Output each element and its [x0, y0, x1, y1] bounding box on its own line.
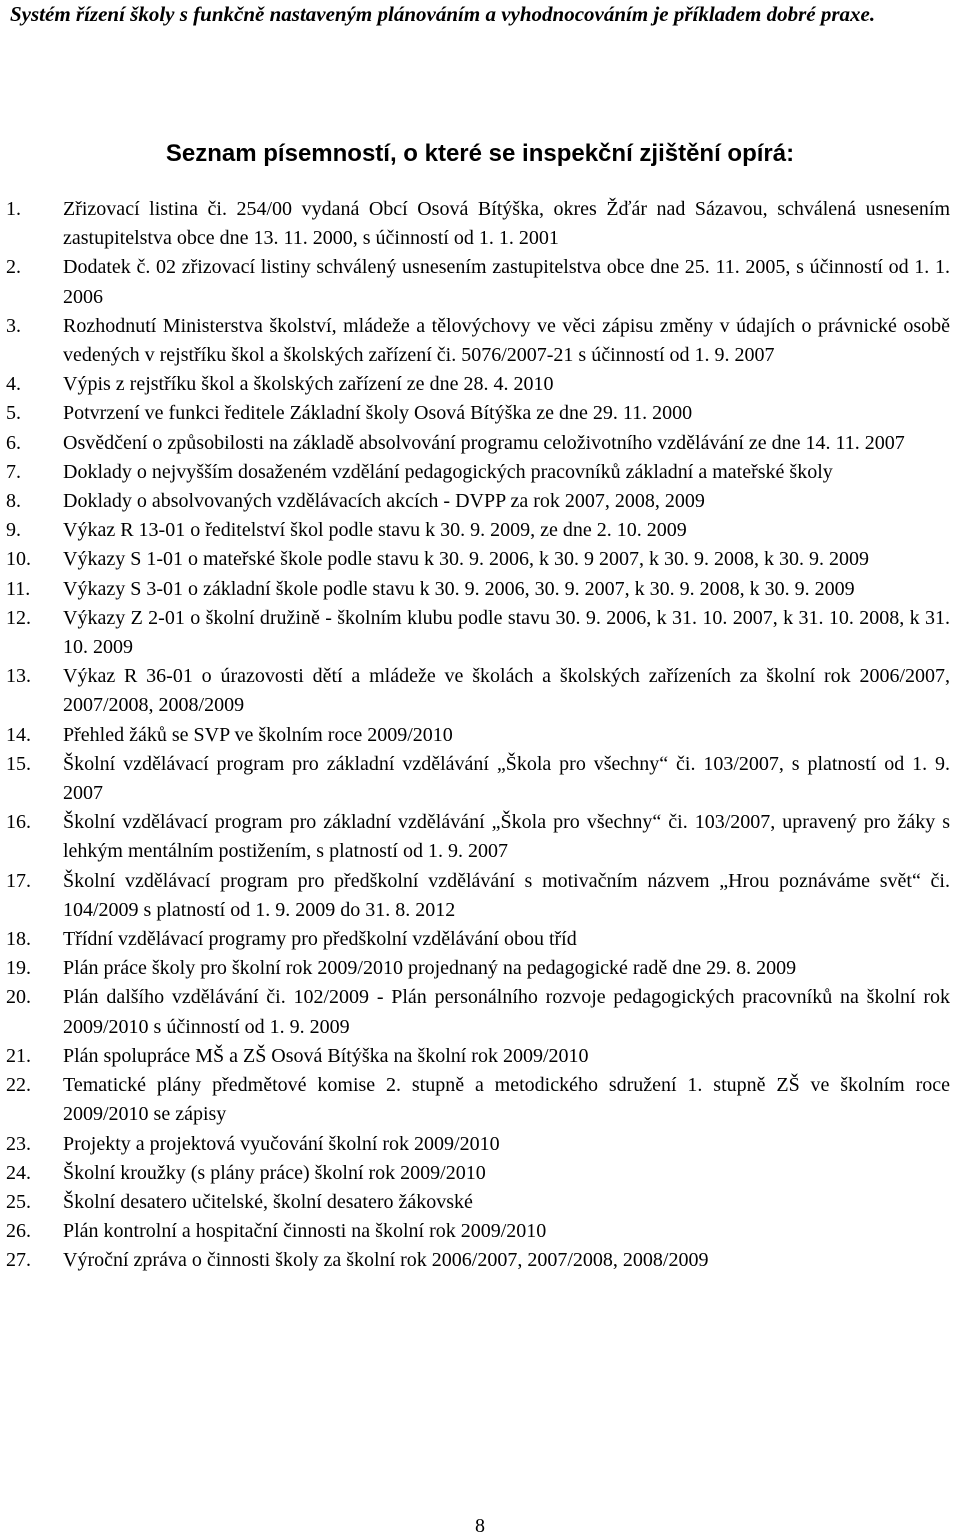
- list-item-text: Zřizovací listina či. 254/00 vydaná Obcí Osová Bítýška, okres Žďár nad Sázavou, schválená usnesením zastupitelstva obce dne 13. 11. 2000, s účinností od 1. 1. 2001: [63, 198, 950, 250]
- list-item-number: 25.: [6, 1190, 31, 1213]
- list-item-text: Školní desatero učitelské, školní desatero žákovské: [63, 1190, 473, 1213]
- list-item: [6, 1188, 950, 1217]
- list-item-text: Třídní vzdělávací programy pro předškolní vzdělávání obou tříd: [63, 928, 577, 951]
- list-item-number: 27.: [6, 1249, 31, 1272]
- list-item-text: Doklady o nejvyšším dosaženém vzdělání pedagogických pracovníků základní a mateřské školy: [63, 460, 833, 483]
- list-item-text: Školní kroužky (s plány práce) školní rok 2009/2010: [63, 1161, 486, 1184]
- list-item-text: Výkazy S 3-01 o základní škole podle stavu k 30. 9. 2006, 30. 9. 2007, k 30. 9. 2008, k 30. 9. 2009: [63, 577, 855, 600]
- list-item-text: Výpis z rejstříku škol a školských zařízení ze dne 28. 4. 2010: [63, 373, 554, 396]
- list-item: [6, 750, 950, 808]
- list-item-number: 24.: [6, 1161, 31, 1184]
- list-item-number: 9.: [6, 519, 21, 542]
- list-item: [6, 983, 950, 1041]
- list-item-number: 1.: [6, 198, 21, 220]
- list-item-text: Výkazy Z 2-01 o školní družině - školním klubu podle stavu 30. 9. 2006, k 31. 10. 2007, k 31. 10. 2008, k 31. 10. 2009: [63, 606, 950, 659]
- list-item-text: Přehled žáků se SVP ve školním roce 2009/2010: [63, 723, 453, 746]
- list-item-text: Plán práce školy pro školní rok 2009/2010 projednaný na pedagogické radě dne 29. 8. 2009: [63, 957, 797, 980]
- list-item-number: 17.: [6, 869, 31, 892]
- list-item: [6, 370, 950, 399]
- list-item-text: Školní vzdělávací program pro základní vzdělávání „Škola pro všechny“ či. 103/2007, s platností od 1. 9. 2007: [63, 752, 950, 805]
- list-item-number: 7.: [6, 460, 21, 483]
- list-item-text: Doklady o absolvovaných vzdělávacích akcích - DVPP za rok 2007, 2008, 2009: [63, 490, 705, 513]
- list-item-text: Plán dalšího vzdělávání či. 102/2009 - Plán personálního rozvoje pedagogických pracovníků na školní rok 2009/2010 s účinností od 1. 9. 2009: [63, 986, 950, 1038]
- list-item: [6, 399, 950, 428]
- list-item: [6, 604, 950, 662]
- list-item-number: 8.: [6, 490, 21, 513]
- list-item-text: Výkaz R 36-01 o úrazovosti dětí a mládeže ve školách a školských zařízeních za školní rok 2006/2007, 2007/2008, 2008/2009: [63, 665, 950, 717]
- list-item: [6, 662, 950, 720]
- list-item-number: 3.: [6, 314, 21, 337]
- list-item: [6, 545, 950, 574]
- list-item: [6, 954, 950, 983]
- list-item-text: Potvrzení ve funkci ředitele Základní školy Osová Bítýška ze dne 29. 11. 2000: [63, 402, 693, 425]
- list-item-number: 10.: [6, 548, 31, 571]
- section-heading: Seznam písemností, o které se inspekční zjištění opírá:: [165, 140, 795, 167]
- list-item-number: 11.: [6, 577, 31, 600]
- list-item-number: 4.: [6, 373, 21, 396]
- list-item-text: Dodatek č. 02 zřizovací listiny schválený usnesením zastupitelstva obce dne 25. 11. 2005, s účinností od 1. 1. 2006: [63, 256, 950, 308]
- list-item-number: 16.: [6, 811, 31, 834]
- list-item: [6, 429, 950, 458]
- list-item-text: Plán spolupráce MŠ a ZŠ Osová Bítýška na školní rok 2009/2010: [63, 1044, 589, 1067]
- list-item-text: Rozhodnutí Ministerstva školství, mládeže a tělovýchovy ve věci zápisu změny v údajích o právnické osobě vedených v rejstříku škol a školských zařízení či. 5076/2007-21 s účinností od 1. 9. 2007: [63, 314, 950, 367]
- list-item: [6, 312, 950, 370]
- list-item-number: 13.: [6, 665, 31, 688]
- list-item-number: 14.: [6, 723, 31, 746]
- list-item-number: 18.: [6, 928, 31, 951]
- list-item-text: Osvědčení o způsobilosti na základě absolvování programu celoživotního vzdělávání ze dne 14. 11. 2007: [63, 431, 905, 454]
- list-item: [6, 487, 950, 516]
- list-item-number: 12.: [6, 606, 31, 629]
- page-number: 8: [475, 1515, 485, 1537]
- list-item-number: 26.: [6, 1220, 31, 1243]
- list-item: [6, 1130, 950, 1159]
- list-item: [6, 1159, 950, 1188]
- list-item: [6, 721, 950, 750]
- intro-statement: Systém řízení školy s funkčně nastaveným plánováním a vyhodnocováním je příkladem dobré praxe.: [10, 2, 876, 26]
- list-item: [6, 575, 950, 604]
- list-item-text: Výkazy S 1-01 o mateřské škole podle stavu k 30. 9. 2006, k 30. 9 2007, k 30. 9. 2008, k 30. 9. 2009: [63, 548, 870, 571]
- list-item-text: Výroční zpráva o činnosti školy za školní rok 2006/2007, 2007/2008, 2008/2009: [63, 1249, 709, 1272]
- list-item: [6, 195, 950, 253]
- list-item-text: Plán kontrolní a hospitační činnosti na školní rok 2009/2010: [63, 1220, 547, 1243]
- list-item-text: Školní vzdělávací program pro předškolní vzdělávání s motivačním názvem „Hrou poznáváme svět“ či. 104/2009 s platností od 1. 9. 2009 do 31. 8. 2012: [63, 869, 950, 921]
- list-item: [6, 1071, 950, 1129]
- list-item: [6, 1246, 950, 1275]
- list-item: [6, 867, 950, 925]
- list-item-number: 20.: [6, 986, 31, 1009]
- list-item-number: 23.: [6, 1132, 31, 1155]
- list-item-number: 5.: [6, 402, 21, 425]
- list-item-number: 15.: [6, 752, 31, 775]
- list-item: [6, 516, 950, 545]
- list-item: [6, 925, 950, 954]
- documents-list: [6, 195, 950, 1276]
- list-item: [6, 808, 950, 866]
- list-item-number: 6.: [6, 431, 21, 454]
- list-item-text: Projekty a projektová vyučování školní rok 2009/2010: [63, 1132, 500, 1155]
- list-item-number: 19.: [6, 957, 31, 980]
- list-item: [6, 458, 950, 487]
- list-item: [6, 1217, 950, 1246]
- list-item: [6, 1042, 950, 1071]
- list-item-number: 21.: [6, 1044, 31, 1067]
- list-item-text: Tematické plány předmětové komise 2. stupně a metodického sdružení 1. stupně ZŠ ve školním roce 2009/2010 se zápisy: [63, 1074, 950, 1126]
- list-item-number: 2.: [6, 256, 21, 279]
- list-item-text: Výkaz R 13-01 o ředitelství škol podle stavu k 30. 9. 2009, ze dne 2. 10. 2009: [63, 519, 687, 542]
- list-item-text: Školní vzdělávací program pro základní vzdělávání „Škola pro všechny“ či. 103/2007, upravený pro žáky s lehkým mentálním postižením, s platností od 1. 9. 2007: [63, 811, 950, 863]
- list-item-number: 22.: [6, 1074, 31, 1097]
- list-item: [6, 253, 950, 311]
